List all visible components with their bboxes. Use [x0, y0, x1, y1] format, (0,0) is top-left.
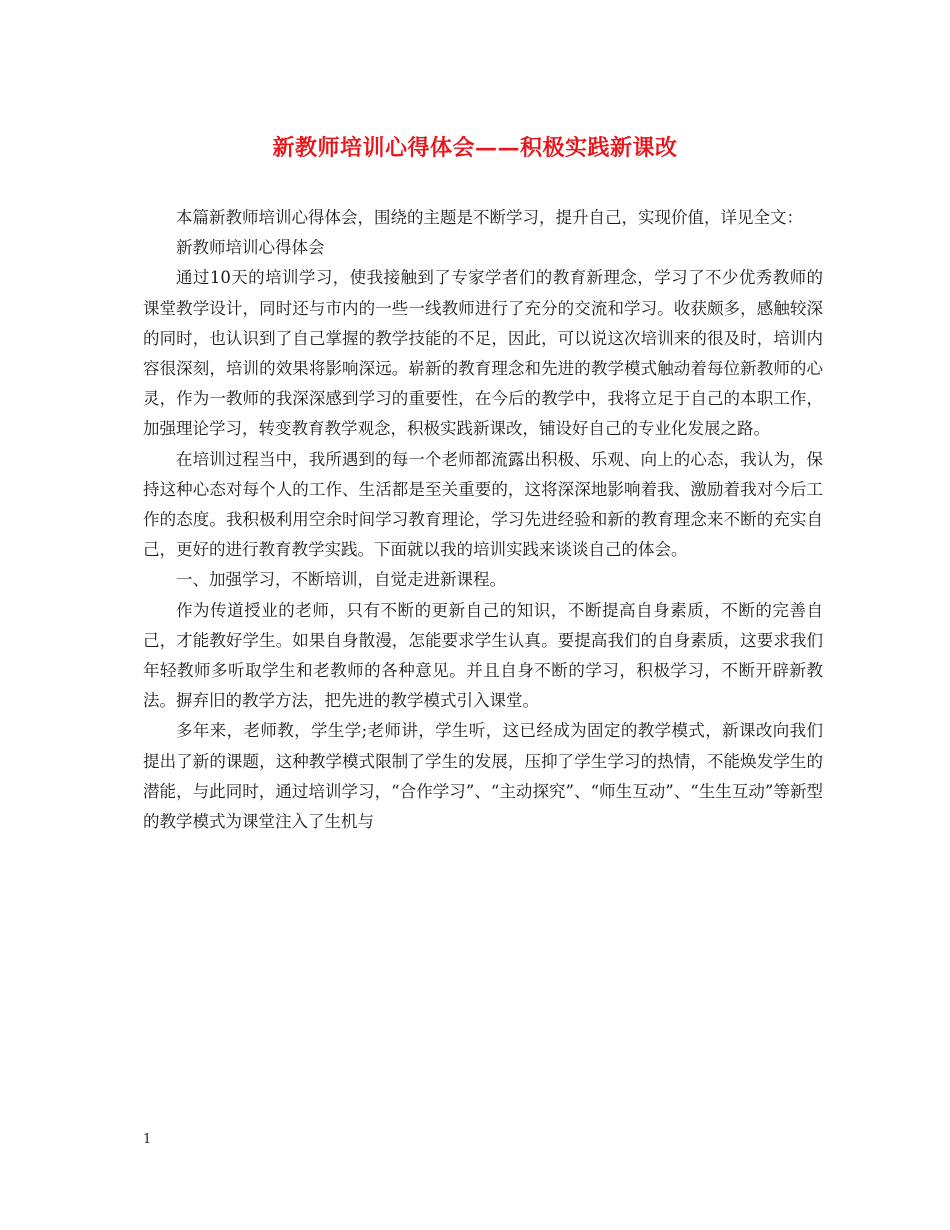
paragraph: 多年来，老师教，学生学;老师讲，学生听，这已经成为固定的教学模式，新课改向我们提出了新的课题，这种教学模式限制了学生的发展，压抑了学生学习的热情，不能焕发学生的潜能，与此同时，通过培训学习，“合作学习”、“主动探究”、“师生互动”、“生生互动”等新型的教学模式为课堂注入了生机与: [143, 721, 823, 832]
paragraph: 通过10天的培训学习，使我接触到了专家学者们的教育新理念，学习了不少优秀教师的课堂教学设计，同时还与市内的一些一线教师进行了充分的交流和学习。收获颇多，感触较深的同时，也认识到了自己掌握的教学技能的不足，因此，可以说这次培训来的很及时，培训内容很深刻，培训的效果将影响深远。崭新的教育理念和先进的教学模式触动着每位新教师的心灵，作为一教师的我深深感到学习的重要性，在今后的教学中，我将立足于自己的本职工作，加强理论学习，转变教育教学观念，积极实践新课改，铺设好自己的专业化发展之路。: [143, 268, 823, 439]
section-heading: 一、加强学习，不断培训，自觉走进新课程。: [176, 570, 506, 590]
paragraph: 作为传道授业的老师，只有不断的更新自己的知识，不断提高自身素质，不断的完善自己，才能教好学生。如果自身散漫，怎能要求学生认真。要提高我们的自身素质，这要求我们年轻教师多听取学生和老教师的各种意见。并且自身不断的学习，积极学习，不断开辟新教法。摒弃旧的教学方法，把先进的教学模式引入课堂。: [143, 600, 823, 711]
paragraph: 在培训过程当中，我所遇到的每一个老师都流露出积极、乐观、向上的心态，我认为，保持这种心态对每个人的工作、生活都是至关重要的，这将深深地影响着我、激励着我对今后工作的态度。我积极利用空余时间学习教育理论，学习先进经验和新的教育理念来不断的充实自己，更好的进行教育教学实践。下面就以我的培训实践来谈谈自己的体会。: [143, 449, 823, 560]
document-title: 新教师培训心得体会——积极实践新课改: [272, 135, 678, 161]
paragraph-intro: 本篇新教师培训心得体会，围绕的主题是不断学习，提升自己，实现价值，详见全文：: [176, 208, 803, 227]
page-number: 1: [143, 1132, 152, 1147]
paragraph-subheading: 新教师培训心得体会: [176, 238, 325, 258]
document-body: [143, 203, 823, 837]
